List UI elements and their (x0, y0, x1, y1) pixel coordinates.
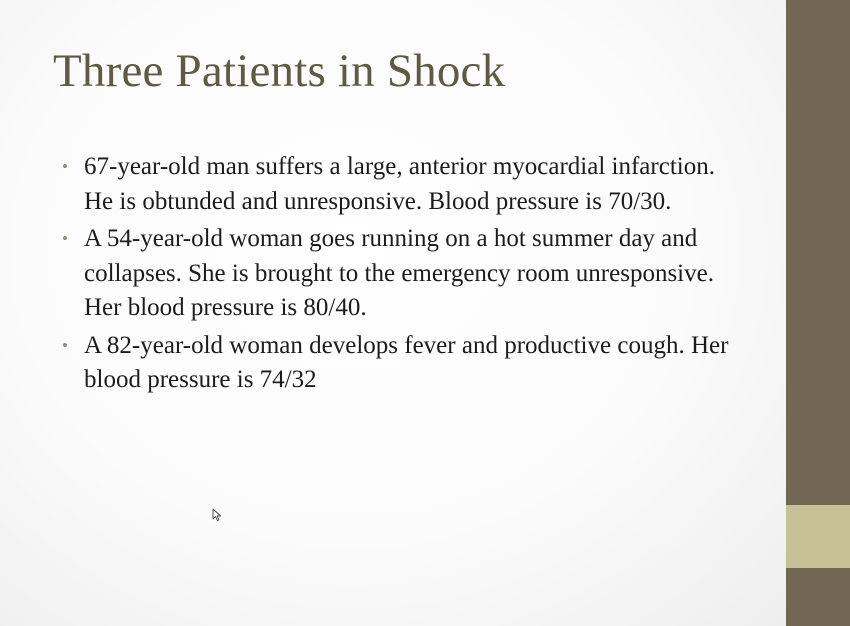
bullet-icon: • (62, 229, 68, 248)
bullet-item (62, 329, 742, 398)
bullet-icon: • (62, 335, 68, 355)
bullet-icon: • (62, 157, 68, 176)
bullet-item (62, 150, 742, 219)
bullet-list (62, 150, 742, 401)
bullet-text: A 54-year-old woman goes running on a hot summer day and collapses. She is brought to the emergency room unresponsive. Her blood pressure is 80/40. (84, 225, 714, 321)
bullet-text: 67-year-old man suffers a large, anterior myocardial infarction. He is obtunded and unresponsive. Blood pressure is 70/30. (84, 153, 715, 215)
decorative-sidebar-accent (786, 505, 850, 568)
bullet-text: A 82-year-old woman develops fever and productive cough. Her blood pressure is 74/32 (84, 331, 729, 393)
slide-title: Three Patients in Shock (53, 45, 506, 97)
mouse-pointer-icon (212, 508, 222, 522)
bullet-item (62, 222, 742, 326)
